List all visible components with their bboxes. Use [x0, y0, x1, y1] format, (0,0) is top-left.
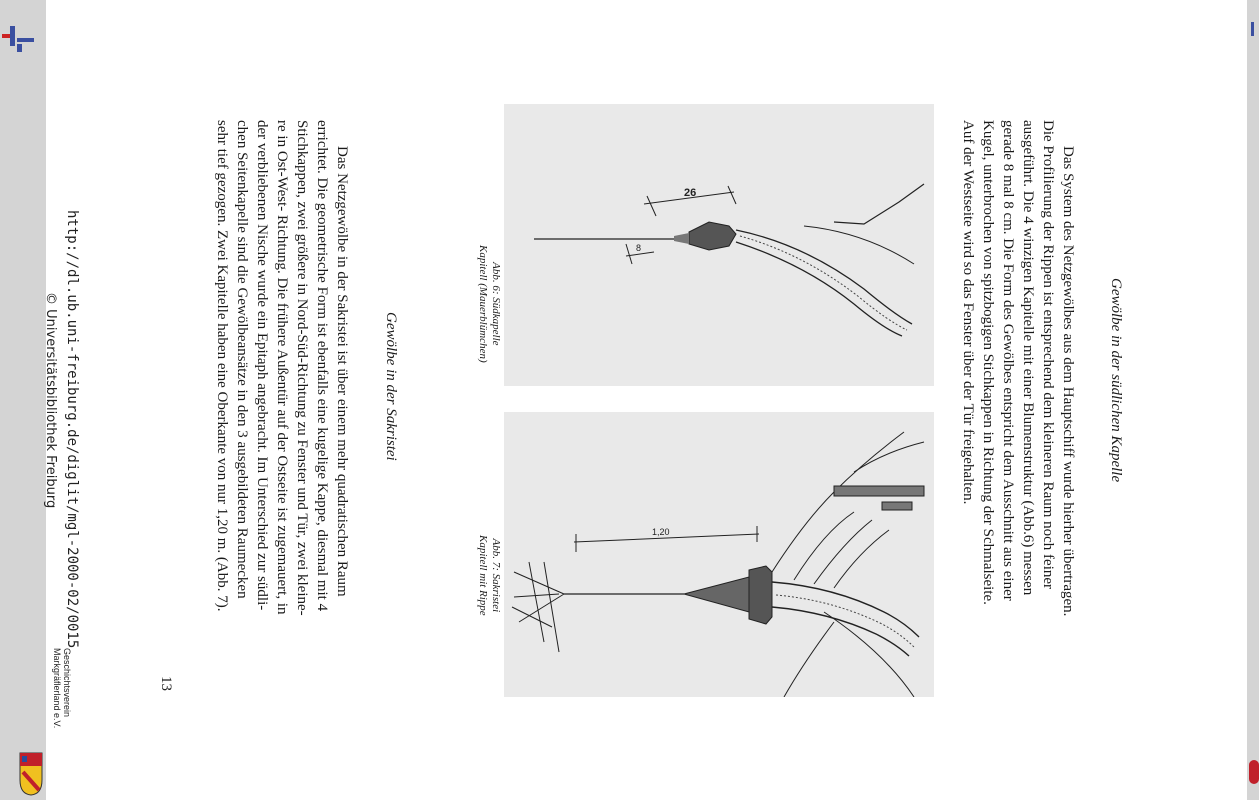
text-line: der verbliebenen Nische wurde ein Epitaph angebracht. Im Unterschied zur südli-: [254, 120, 270, 611]
caption-line: Abb. 7: Sakristei: [490, 538, 502, 613]
section-heading-sacristy: Gewölbe in der Sakristei: [383, 312, 399, 461]
text-line: Stichkappen, zwei größere in Nord-Süd-Richtung zu Fenster und Tür, zwei kleine-: [294, 120, 310, 616]
digitization-logo-icon: [0, 14, 40, 54]
section-heading-south-chapel: Gewölbe in der südlichen Kapelle: [1108, 278, 1124, 483]
text-line: Auf der Westseite wird so das Fenster über der Tür freigehalten.: [960, 120, 976, 505]
figure-7-capital-drawing: [504, 412, 934, 697]
left-margin-bar: [0, 0, 46, 800]
paragraph-sacristy: [212, 120, 352, 698]
text-line: Die Profilierung der Rippen ist entsprechend dem kleineren Raum noch feiner: [1040, 120, 1056, 590]
society-line: Geschichtsverein: [62, 648, 72, 718]
text-line: ausgeführt. Die 4 winzigen Kapitelle mit einer Blumenstruktur (Abb.6) messen: [1020, 120, 1036, 596]
society-name: [52, 648, 72, 728]
text-line: chen Seitenkapelle sind die Gewölbeansätze in den 3 ausgebildeten Raumecken: [234, 120, 250, 599]
text-line: Kugel, unterbrochen von spitzbogigen Stichkappen in Richtung der Schmalseite.: [980, 120, 996, 605]
document-page: [43, 0, 1247, 800]
dimension-label-8: 8: [636, 243, 642, 253]
right-margin-fragments: [1247, 0, 1259, 800]
paragraph-south-chapel: [958, 120, 1078, 700]
text-line: sehr tief gezogen. Zwei Kapitelle haben eine Oberkante von nur 1,20 m. (Abb. 7).: [214, 120, 230, 612]
caption-line: Abb. 6: Südkapelle: [490, 262, 502, 346]
figure-6-caption: [476, 245, 502, 363]
page-number: 13: [158, 676, 174, 691]
coat-of-arms-icon: [19, 752, 43, 796]
text-line: gerade 8 mal 8 cm. Die Form des Gewölbes entspricht dem Ausschnitt aus einer: [1000, 120, 1016, 601]
text-line: re in Ost-West- Richtung. Die frühere Außentür auf der Ostseite ist zugemauert, in: [274, 120, 290, 615]
figure-6-capital-drawing: [504, 104, 934, 386]
caption-line: Kapitell (Mauerblümchen): [477, 245, 489, 363]
dimension-label-26: 26: [684, 187, 697, 199]
text-line: Das Netzgewölbe in der Sakristei ist über einem mehr quadratischen Raum: [334, 146, 350, 597]
footer-copyright: © Universitätsbibliothek Freiburg: [43, 292, 58, 509]
right-margin-bar: [1247, 0, 1259, 800]
society-line: Markgräflerland e.V.: [52, 648, 62, 729]
text-line: Das System des Netzgewölbes aus dem Hauptschiff wurde hierher übertragen.: [1060, 146, 1076, 617]
text-line: errichtet. Die geometrische Form ist ebenfalls eine kugelige Kappe, diesmal mit 4: [314, 120, 330, 612]
dimension-label-120: 1,20: [652, 527, 670, 537]
figure-7-caption: [476, 535, 502, 616]
footer-url[interactable]: http://dl.ub.uni-freiburg.de/diglit/mgl-2000-02/0015: [64, 210, 80, 649]
caption-line: Kapitell mit Rippe: [477, 535, 489, 616]
